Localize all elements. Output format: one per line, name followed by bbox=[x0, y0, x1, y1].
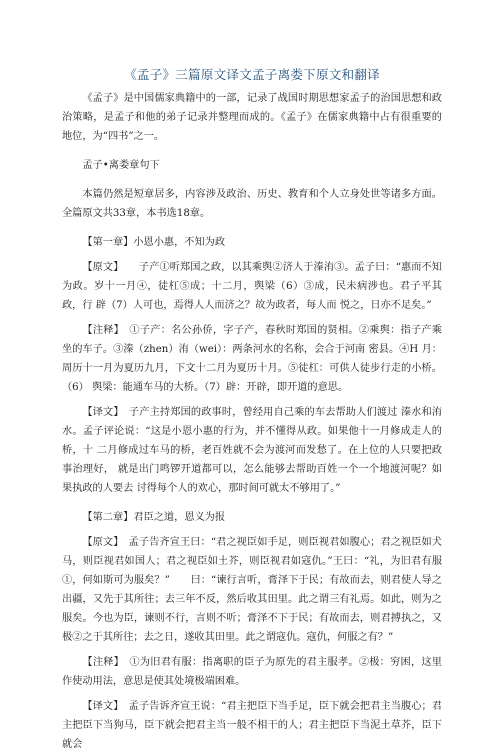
section-1-translation: 【译文】 子产主持郑国的政事时，曾经用自己乘的车去帮助人们渡过 溱水和洧水。孟子评论说：“这是小恩小惠的行为，并不懂得从政。如果他十一月修成走人的桥，十 二月修成过车马的桥，老百姓就不会为渡河而发愁了。在上位的人只要把政事治理好， 就是出门鸣锣开道都可以，怎么能够去帮助百姓一个一个地渡河呢？如果执政的人要去 讨得每个人的欢心，那时间可就太不够用了。” bbox=[62, 407, 442, 494]
chapter-title: 孟子•离娄章句下 bbox=[82, 160, 160, 171]
intro-paragraph: 《孟子》是中国儒家典籍中的一部，记录了战国时期思想家孟子的治国思想和政治策略，是孟子和他的弟子记录并整理而成的。《孟子》在儒家典籍中占有很重要的地位，为“四书”之一。 bbox=[62, 93, 442, 142]
chapter-intro: 本篇仍然是短章居多，内容涉及政治、历史、教育和个人立身处世等诸多方面。全篇原文共33章，本书选18章。 bbox=[62, 189, 442, 219]
section-2-notes: 【注释】 ①为旧君有服：指离职的臣子为原先的君主服孝。②极：穷困，这里作使动用法，意思是使其处境极端困难。 bbox=[62, 657, 442, 687]
section-1-notes: 【注释】 ①子产：名公孙侨，字子产，春秋时郑国的贤相。②乘舆：指子产乘坐的车子。③溱（zhen）洧（wei）：两条河水的名称，会合于河南 密县。④H 月： 周历十一月为夏历九月，下文十二月为夏历十月。⑤徒杠：可供人徒步行走的小桥。（6） 舆梁：能通车马的大桥。（7）辟：开辟，即开道的意思。 bbox=[62, 325, 442, 393]
document-title: 《孟子》三篇原文译文孟子离娄下原文和翻译 bbox=[124, 67, 380, 82]
section-heading-2: 【第二章】君臣之道，恩义为报 bbox=[82, 512, 226, 523]
page-bottom-edge bbox=[0, 670, 500, 675]
document-page bbox=[62, 66, 442, 754]
section-2-translation: 【译文】 孟子告诉齐宣王说：“君主把臣下当手足，臣下就会把君主当腹心；君主把臣下当狗马，臣下就会把君主当一般不相干的人；君主把臣下当泥土草芥，臣下就会 bbox=[62, 701, 442, 750]
section-heading-1: 【第一章】小恩小惠，不知为政 bbox=[82, 237, 226, 248]
section-1-original: 【原文】 子产①听郑国之政，以其乘舆②济人于溱洧③。孟子曰：“惠而不知为政。岁十一月④，徒杠⑤成；十二月，舆梁（6）③成，民未病涉也。君子平其政，行 辟（7）人可也，焉得人人而济之？故为政者，每人而 悦之，日亦不足矣。” bbox=[62, 262, 442, 311]
section-2-original: 【原文】 孟子告齐宣王曰：“君之视臣如手足，则臣视君如腹心；君之视臣如犬马，则臣视君如国人；君之视臣如土芥，则臣视君如寇仇。”王曰：“礼，为旧君有服①，何如斯可为服矣？” 曰：“谏行言听，膏泽下于民；有故而去，则君使人导之出疆，又先于其所往；去三年不反，然后收其田里。此之谓三有礼焉。如此，则为之服矣。今也为臣，谏则不行，言则不听；膏泽不下于民；有故而去，则君搏执之，又极②之于其所往；去之日，遂收其田里。此之谓寇仇。寇仇，何服之有？” bbox=[62, 537, 442, 643]
